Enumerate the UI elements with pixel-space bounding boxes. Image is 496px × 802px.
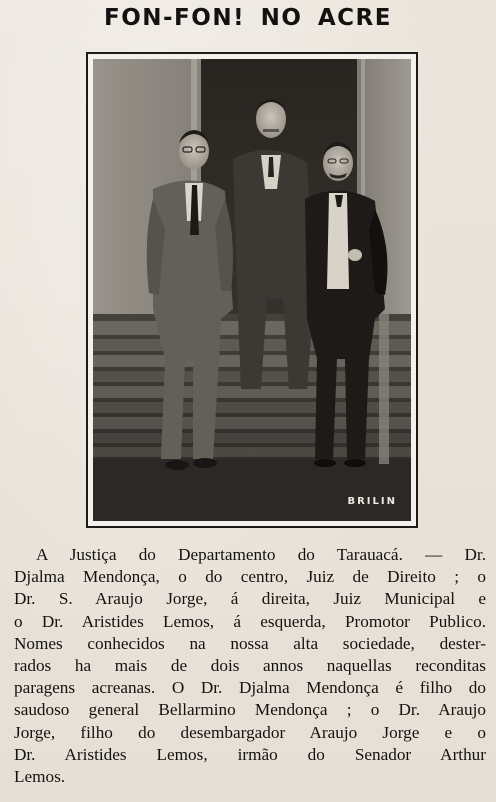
photographer-signature: BRILIN [347,496,397,507]
caption-line: saudoso general Bellarmino Mendonça ; o Dr. Araujo [14,700,486,720]
caption-line: Djalma Mendonça, o do centro, Juiz de Direito ; o [14,567,486,587]
photo-frame [86,52,418,528]
caption-line: Dr. Aristides Lemos, irmão do Senador Arthur [14,744,486,764]
group-photograph [93,59,411,521]
caption-line: paragens acreanas. O Dr. Djalma Mendonça é filho do [14,678,486,698]
caption-line: Dr. S. Araujo Jorge, á direita, Juiz Municipal e [14,589,486,609]
caption-line: Jorge, filho do desembargador Araujo Jorge e o [14,722,486,742]
photograph-illustration [93,59,411,521]
caption-line: o Dr. Aristides Lemos, á esquerda, Promotor Publico. [14,611,486,631]
photo-caption [14,544,486,788]
caption-line: Nomes conhecidos na nossa alta sociedade, dester- [14,633,486,653]
caption-line: rados ha mais de dois annos naquellas reconditas [14,656,486,676]
caption-line: Lemos. [14,767,66,787]
page-headline: FON-FON! NO ACRE [104,5,392,31]
caption-line: A Justiça do Departamento do Tarauacá. — Dr. [36,545,486,564]
